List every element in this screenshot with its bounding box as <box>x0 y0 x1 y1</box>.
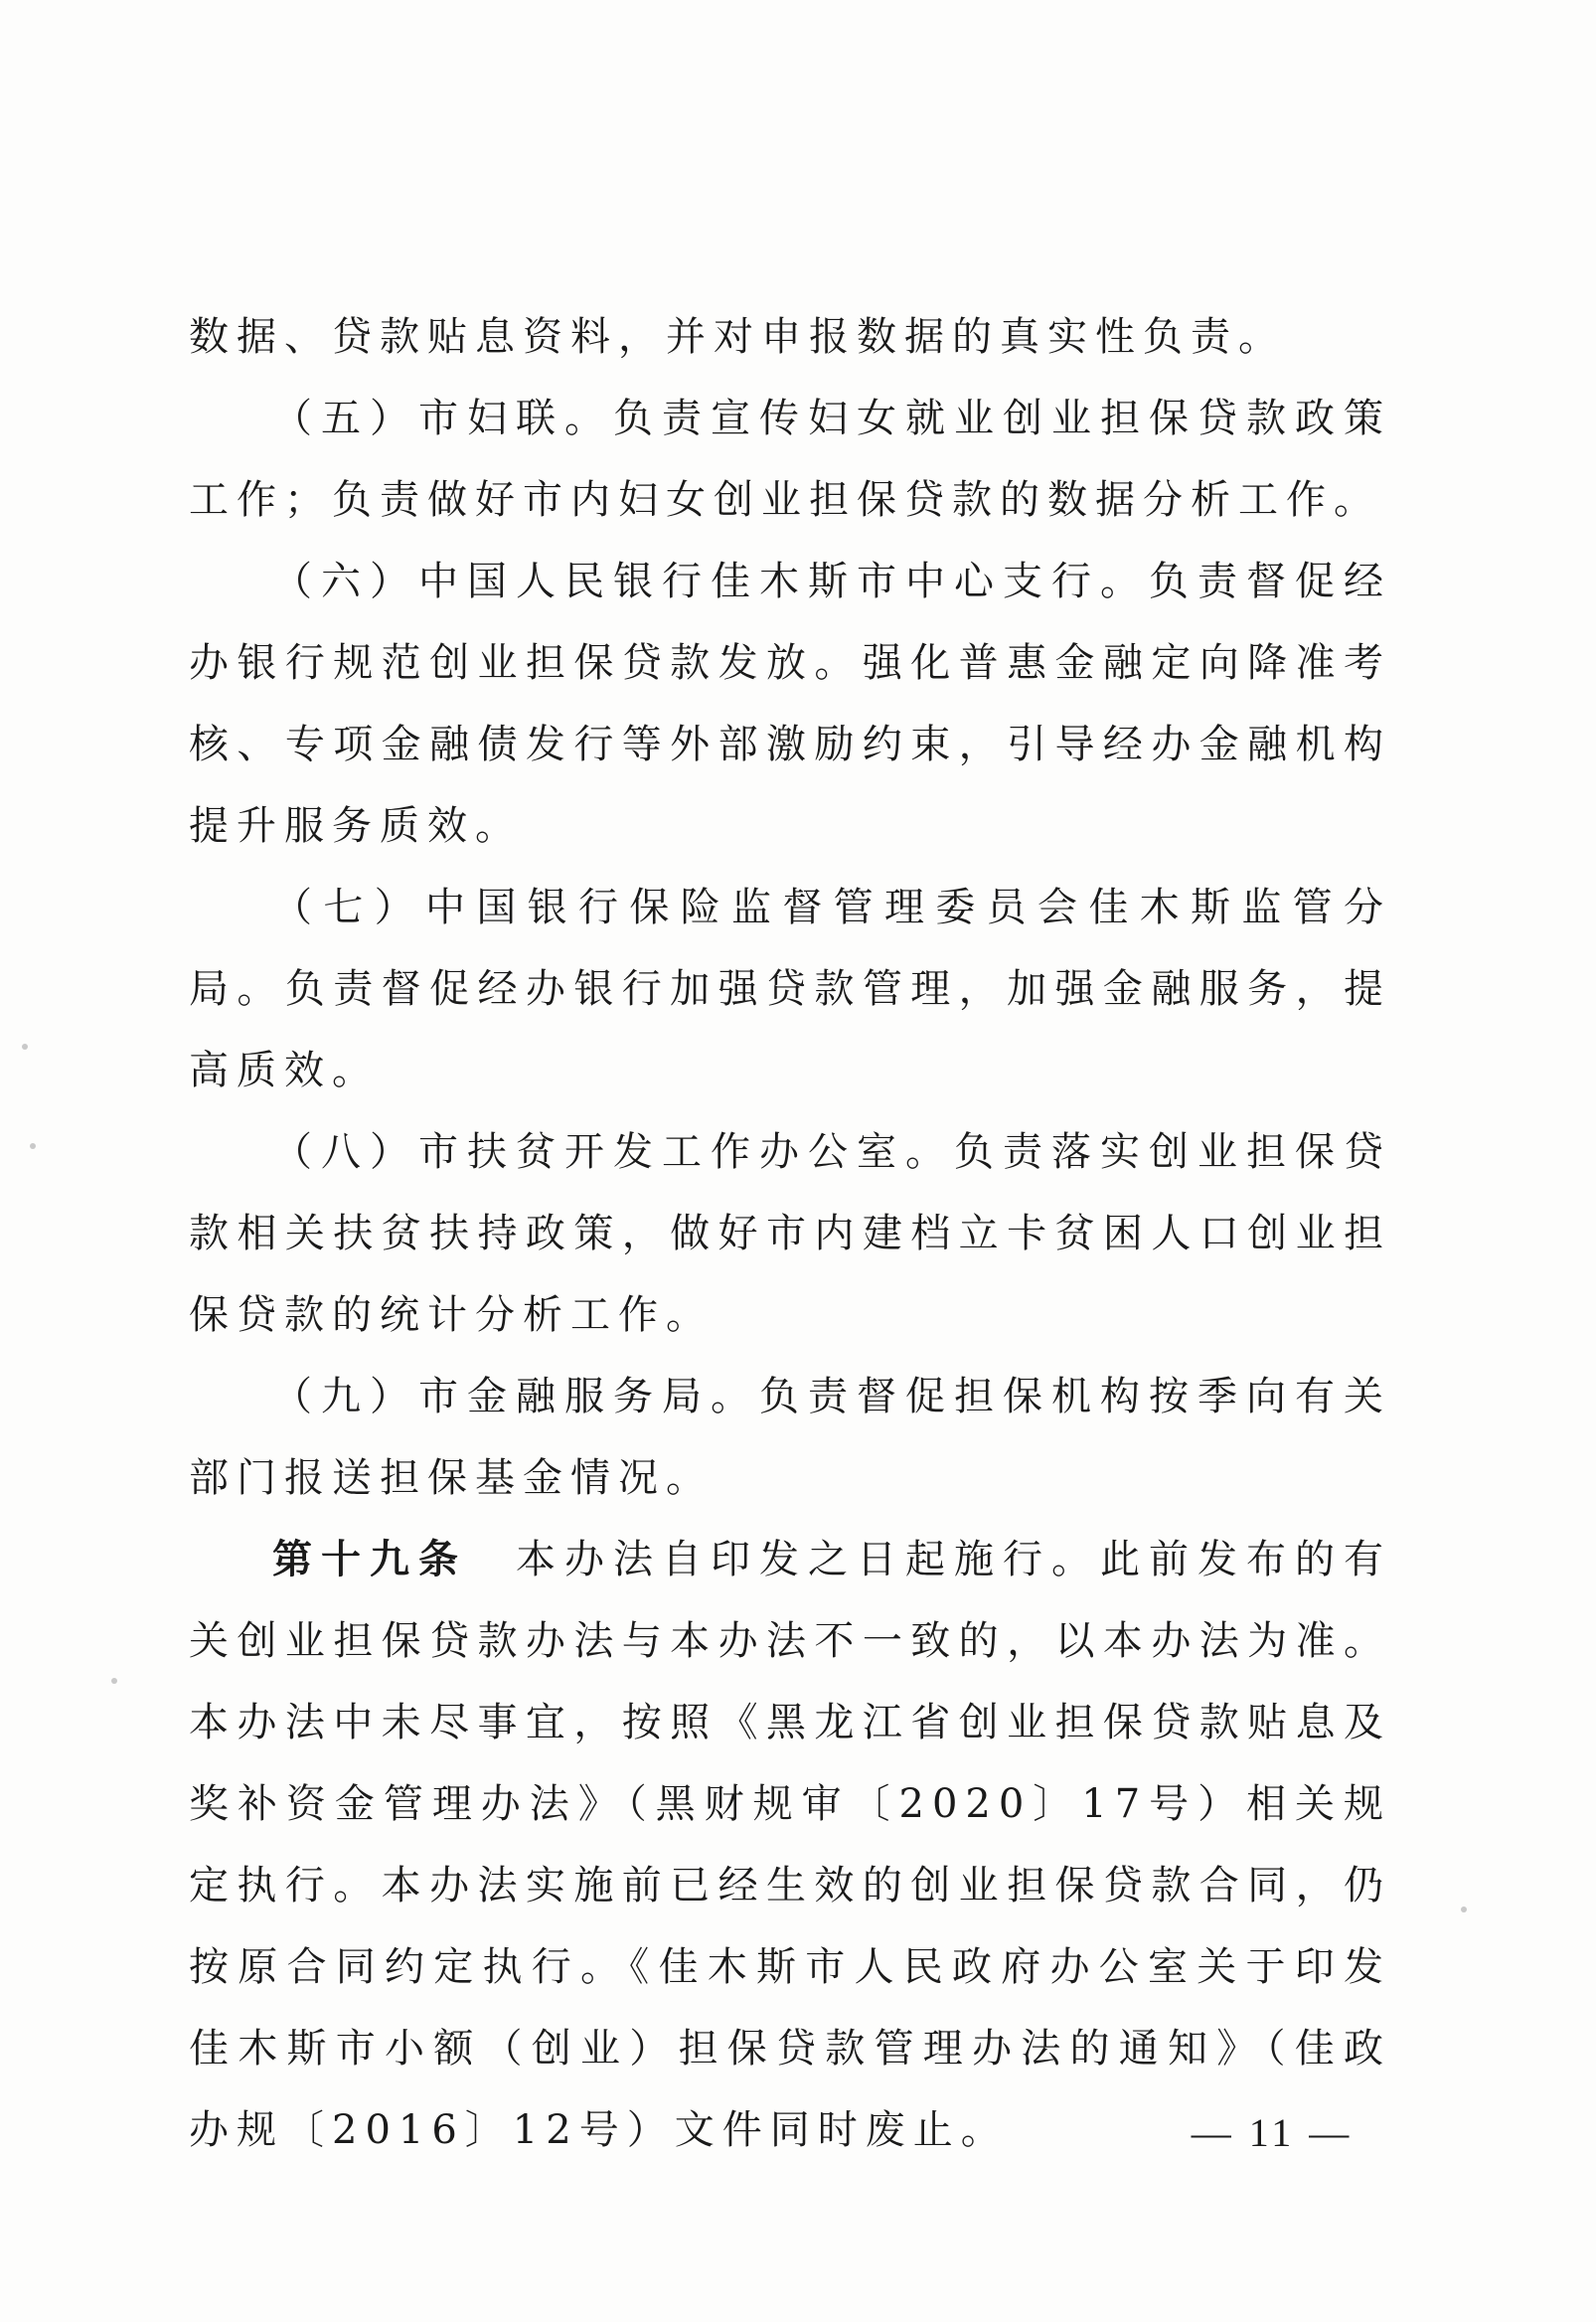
article-19 <box>189 1519 1391 2171</box>
paragraph-item-8: （八）市扶贫开发工作办公室。负责落实创业担保贷款相关扶贫扶持政策，做好市内建档立卡贫困人口创业担保贷款的统计分析工作。 <box>189 1129 1391 1338</box>
paragraph-item-5: （五）市妇联。负责宣传妇女就业创业担保贷款政策工作；负责做好市内妇女创业担保贷款的数据分析工作。 <box>189 396 1391 523</box>
scan-speck <box>30 1143 36 1149</box>
paragraph-continuation: 数据、贷款贴息资料，并对申报数据的真实性负责。 <box>189 314 1286 360</box>
paragraph-item-9: （九）市金融服务局。负责督促担保机构按季向有关部门报送担保基金情况。 <box>189 1374 1391 1501</box>
scan-speck <box>1461 1907 1467 1912</box>
scan-speck <box>22 1044 28 1050</box>
paragraph-item-7: （七）中国银行保险监督管理委员会佳木斯监管分局。负责督促经办银行加强贷款管理，加强金融服务，提高质效。 <box>189 885 1391 1093</box>
article-19-text: 本办法自印发之日起施行。此前发布的有关创业担保贷款办法与本办法不一致的，以本办法为准。本办法中未尽事宜，按照《黑龙江省创业担保贷款贴息及奖补资金管理办法》（黑财规审〔2020〕17号）相关规定执行。本办法实施前已经生效的创业担保贷款合同，仍按原合同约定执行。《佳木斯市人民政府办公室关于印发佳木斯市小额（创业）担保贷款管理办法的通知》（佳政办规〔2016〕12号）文件同时废止。 <box>189 1537 1391 2153</box>
scan-speck <box>111 1678 117 1684</box>
page-number: — 11 — <box>1191 2110 1354 2155</box>
article-19-spacer <box>467 1537 516 1582</box>
paragraph-item-6: （六）中国人民银行佳木斯市中心支行。负责督促经办银行规范创业担保贷款发放。强化普惠金融定向降准考核、专项金融债发行等外部激励约束，引导经办金融机构提升服务质效。 <box>189 559 1391 849</box>
article-19-heading: 第十九条 <box>272 1536 467 1582</box>
document-body <box>189 296 1391 2171</box>
